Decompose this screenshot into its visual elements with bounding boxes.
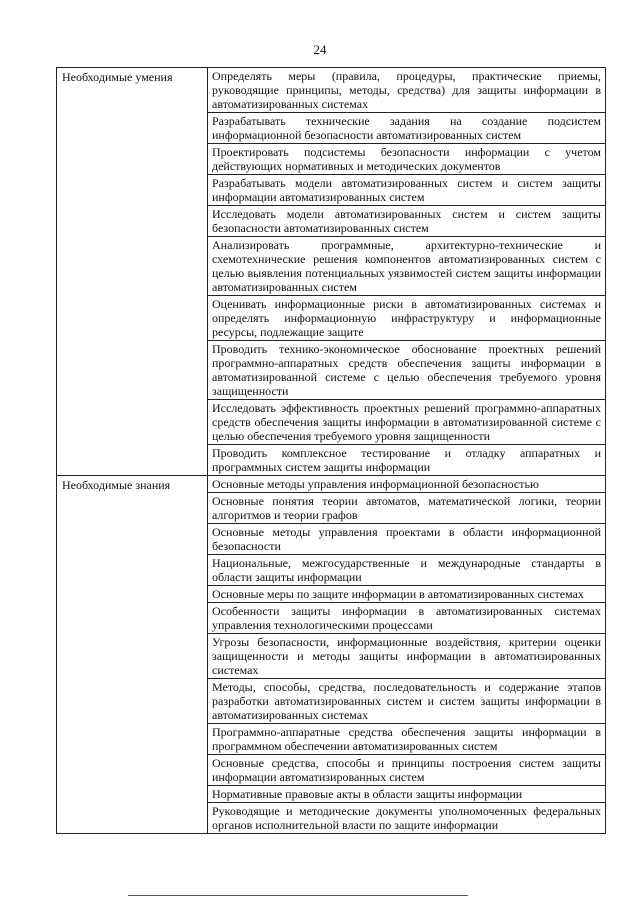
knowledge-item: Особенности защиты информации в автоматизированных системах управления технологическими процессами xyxy=(208,603,605,634)
knowledge-item: Основные средства, способы и принципы построения систем защиты информации автоматизированных систем xyxy=(208,755,605,786)
skill-item: Проектировать подсистемы безопасности информации с учетом действующих нормативных и методических документов xyxy=(208,144,605,175)
page-number: 24 xyxy=(313,42,327,57)
knowledge-row xyxy=(57,476,606,834)
knowledge-item: Программно-аппаратные средства обеспечения защиты информации в программном обеспечении автоматизированных систем xyxy=(208,724,605,755)
knowledge-item: Нормативные правовые акты в области защиты информации xyxy=(208,786,605,803)
knowledge-label: Необходимые знания xyxy=(57,476,208,834)
skill-item: Оценивать информационные риски в автоматизированных системах и определять информационную инфраструктуру и информационные ресурсы, подлежащие защите xyxy=(208,296,605,341)
skill-item: Проводить технико-экономическое обоснование проектных решений программно-аппаратных средств обеспечения защиты информации в автоматизированной системе с целью обеспечения требуемого уровня защищенности xyxy=(208,341,605,400)
skill-item: Разрабатывать технические задания на создание подсистем информационной безопасности автоматизированных систем xyxy=(208,113,605,144)
knowledge-item: Национальные, межгосударственные и международные стандарты в области защиты информации xyxy=(208,555,605,586)
page-bottom-rule xyxy=(128,895,468,896)
knowledge-item: Основные методы управления проектами в области информационной безопасности xyxy=(208,524,605,555)
skills-row xyxy=(57,68,606,476)
knowledge-item: Методы, способы, средства, последовательность и содержание этапов разработки автоматизированных систем и систем защиты информации в автоматизированных системах xyxy=(208,679,605,724)
skill-item: Исследовать эффективность проектных решений программно-аппаратных средств обеспечения защиты информации в автоматизированной системе с целью обеспечения требуемого уровня защищенности xyxy=(208,400,605,445)
skills-cell xyxy=(208,68,606,476)
skill-item: Проводить комплексное тестирование и отладку аппаратных и программных систем защиты информации xyxy=(212,446,601,474)
requirements-table xyxy=(56,67,606,834)
skills-label: Необходимые умения xyxy=(57,68,208,476)
knowledge-item: Основные методы управления информационной безопасностью xyxy=(208,476,605,493)
knowledge-cell xyxy=(208,476,606,834)
skill-item: Анализировать программные, архитектурно-технические и схемотехнические решения компонентов автоматизированных систем с целью выявления потенциальных уязвимостей систем защиты информации автоматизированных систем xyxy=(208,237,605,296)
knowledge-item: Основные понятия теории автоматов, математической логики, теории алгоритмов и теории графов xyxy=(208,493,605,524)
knowledge-item: Основные меры по защите информации в автоматизированных системах xyxy=(208,586,605,603)
knowledge-item: Руководящие и методические документы уполномоченных федеральных органов исполнительной власти по защите информации xyxy=(212,804,601,832)
knowledge-item: Угрозы безопасности, информационные воздействия, критерии оценки защищенности и методы защиты информации в автоматизированных системах xyxy=(208,634,605,679)
skill-item: Определять меры (правила, процедуры, практические приемы, руководящие принципы, методы, средства) для защиты информации в автоматизированных системах xyxy=(208,68,605,113)
skill-item: Исследовать модели автоматизированных систем и систем защиты безопасности автоматизированных систем xyxy=(208,206,605,237)
skill-item: Разрабатывать модели автоматизированных систем и систем защиты информации автоматизированных систем xyxy=(208,175,605,206)
